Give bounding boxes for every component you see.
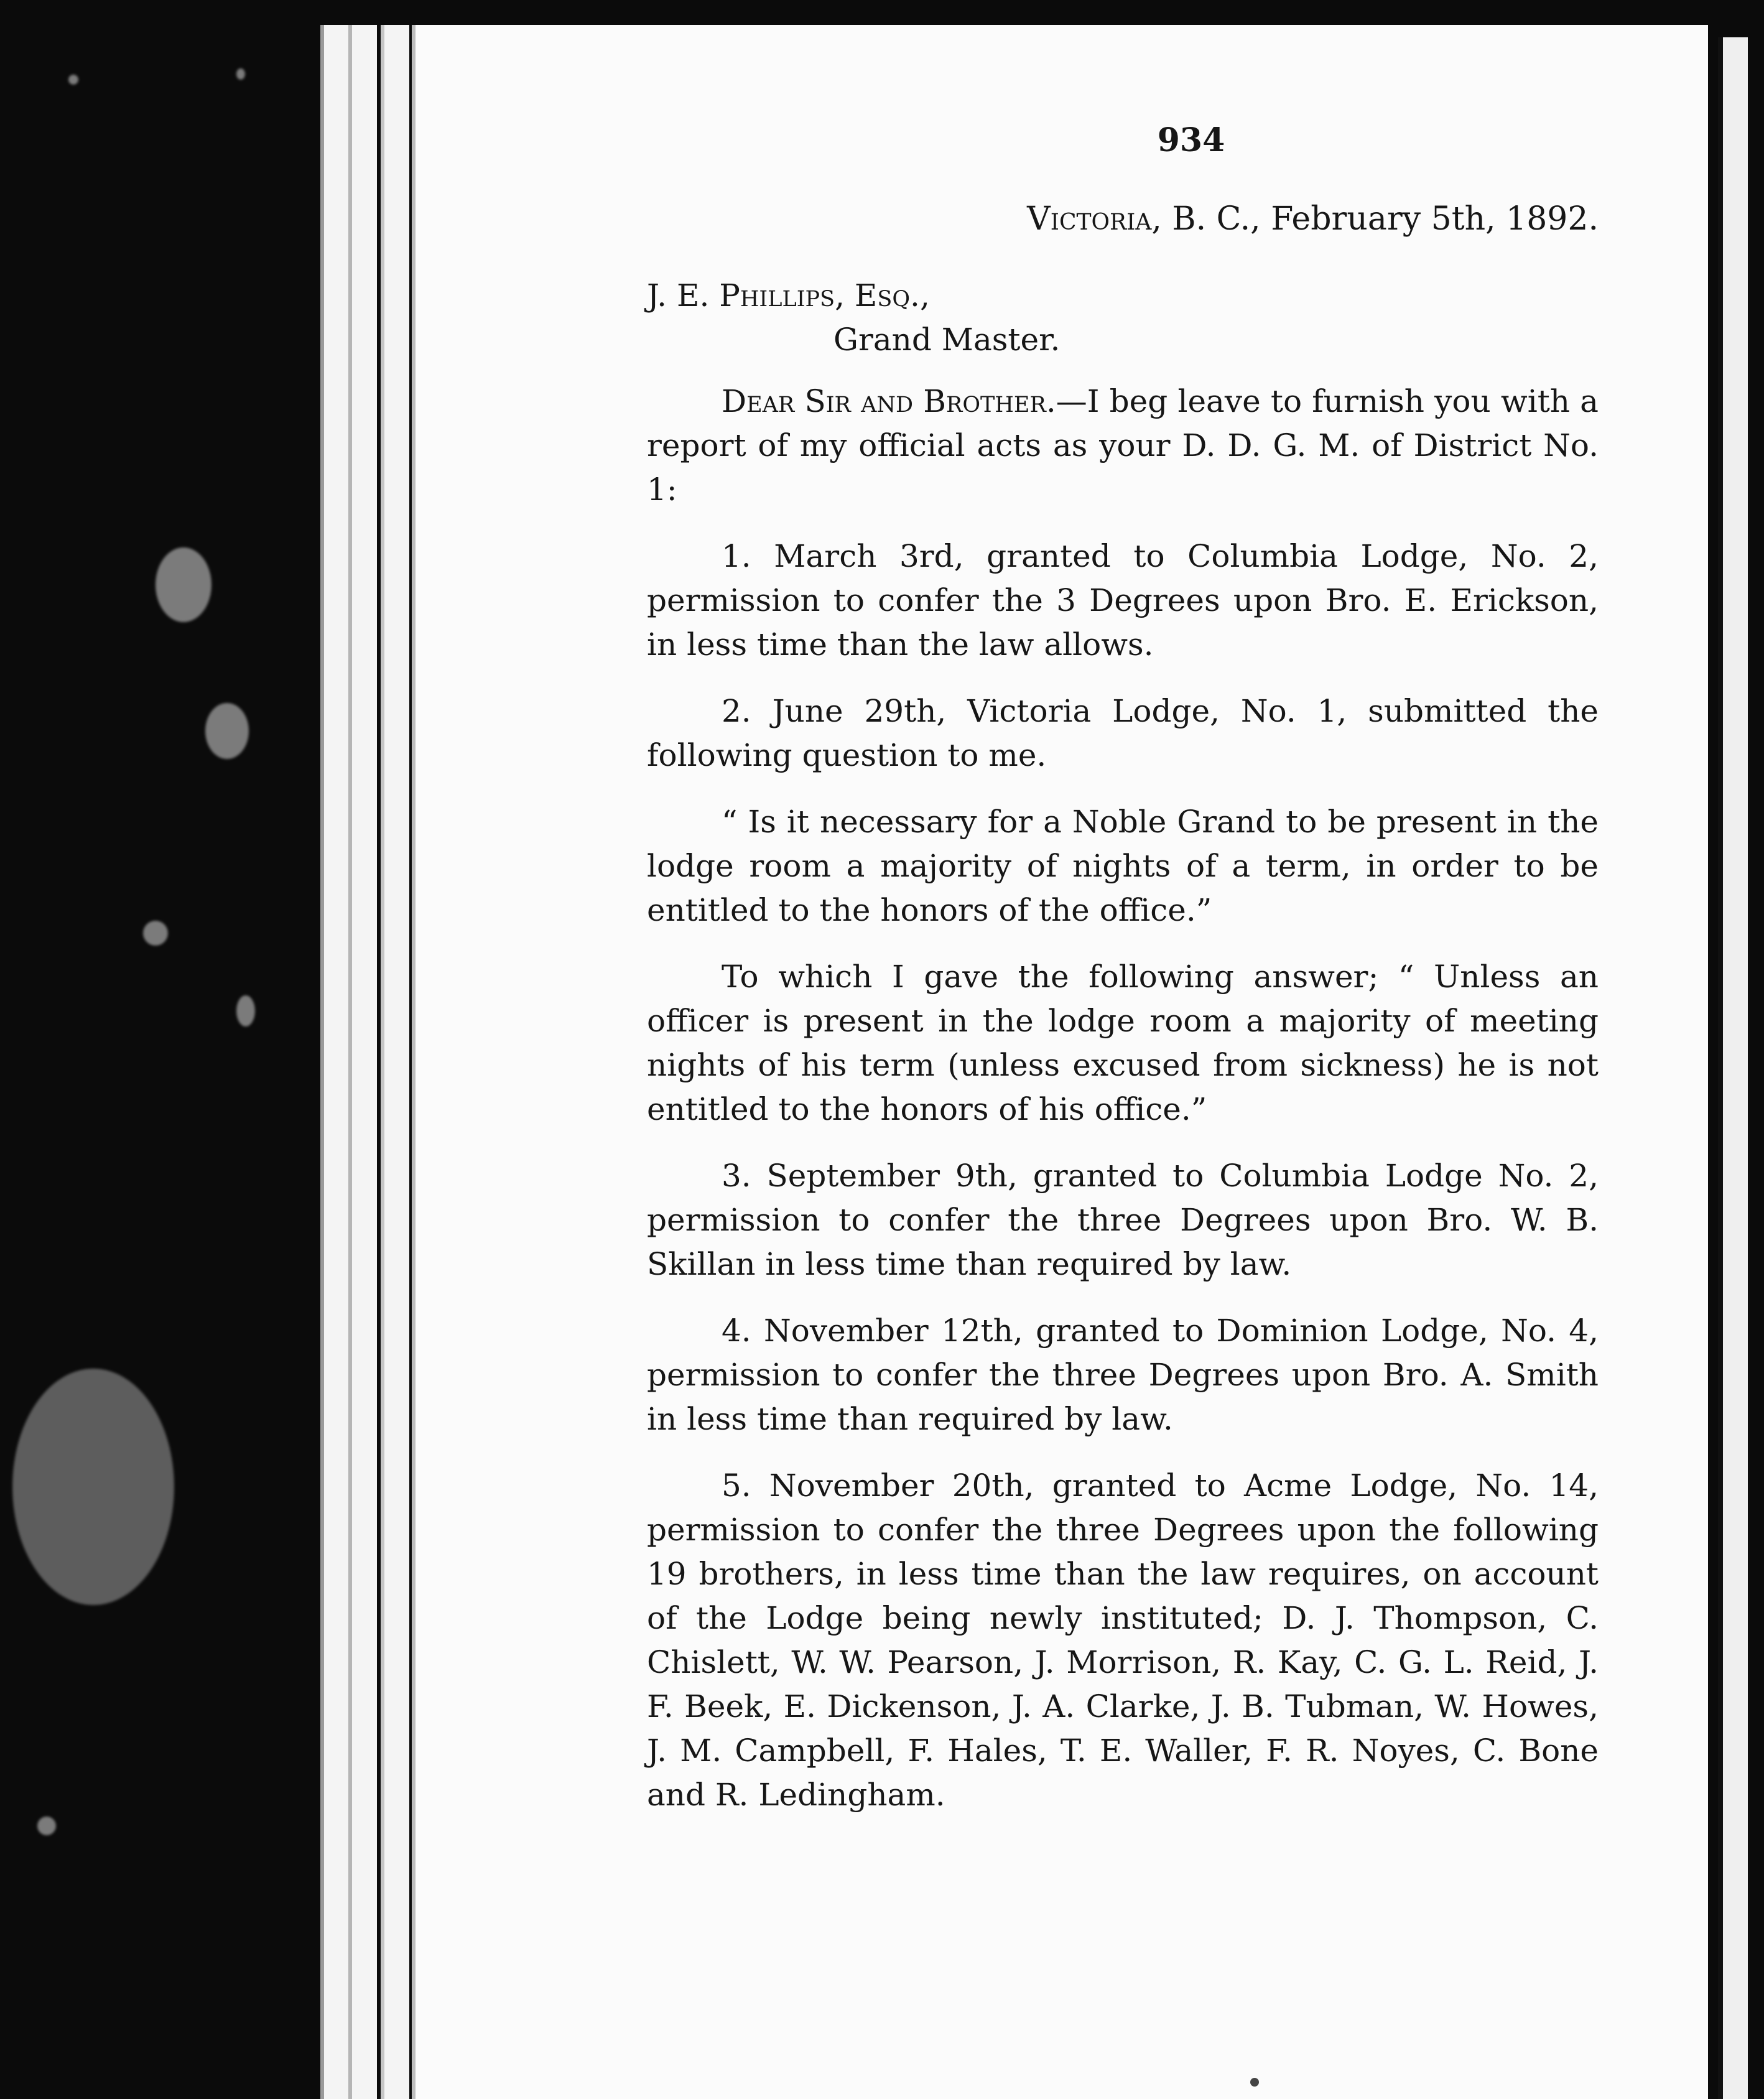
scan-speck <box>12 1369 174 1605</box>
addressee-sep: , <box>835 277 855 314</box>
scan-speck <box>68 75 78 85</box>
page-edge <box>381 25 409 2099</box>
scan-speck <box>143 921 168 946</box>
next-page-edge <box>1718 37 1748 2099</box>
paragraph-item-2: 2. June 29th, Victoria Lodge, No. 1, submitted the following question to me. <box>647 693 1599 773</box>
paragraph-item-1: 1. March 3rd, granted to Columbia Lodge, No. 2, permission to confer the 3 Degrees upon Bro. E. Erickson, in less time than the law allows. <box>647 538 1599 663</box>
paragraph-question: “ Is it necessary for a Noble Grand to be present in the lodge room a majority of nights of a term, in order to be entitled to the honors of the office.” <box>647 804 1599 928</box>
paragraph-item-4: 4. November 12th, granted to Dominion Lodge, No. 4, permission to confer the three Degrees upon Bro. A. Smith in less time than required by law. <box>647 1313 1599 1437</box>
paragraph-intro-text: —I beg leave to furnish you with a report of my official acts as your D. D. G. M. of District No. 1: <box>647 383 1599 508</box>
scan-speck <box>236 68 245 80</box>
addressee-line <box>647 274 1599 318</box>
page-edge <box>320 25 349 2099</box>
addressee-initials: J. E. <box>647 277 720 314</box>
dateline <box>647 197 1599 241</box>
document-text <box>647 118 1599 1840</box>
dateline-rest: , B. C., February 5th, 1892. <box>1151 200 1599 238</box>
scan-speck <box>236 995 255 1026</box>
scan-speck <box>156 547 211 622</box>
paragraph-answer: To which I gave the following answer; “ Unless an officer is present in the lodge room a majority of meeting nights of his term (unless excused from sickness) he is not entitled to the honors of his office.” <box>647 959 1599 1127</box>
scan-speck <box>205 703 249 759</box>
page-number: 934 <box>1157 121 1225 159</box>
scan-speck <box>37 1817 56 1835</box>
paragraph-item-5: 5. November 20th, granted to Acme Lodge, No. 14, permission to confer the three Degrees upon the following 19 brothers, in less time than the law requires, on account of the Lodge being newly instituted; D. J. Thompson, C. Chislett, W. W. Pearson, J. Morrison, R. Kay, C. G. L. Reid, J. F. Beek, E. Dickenson, J. A. Clarke, J. B. Tubman, W. Howes, J. M. Campbell, F. Hales, T. E. Waller, F. R. Noyes, C. Bone and R. Ledingham. <box>647 1468 1599 1813</box>
scan-mark <box>1250 2078 1259 2087</box>
page-edge <box>348 25 377 2099</box>
dateline-place: Victoria <box>1027 200 1152 238</box>
paragraph-item-3: 3. September 9th, granted to Columbia Lodge No. 2, permission to confer the three Degrees upon Bro. W. B. Skillan in less time than required by law. <box>647 1158 1599 1282</box>
paragraph-intro <box>647 379 1599 512</box>
salutation: Dear Sir and Brother. <box>722 383 1056 419</box>
addressee-suffix: Esq. <box>854 277 920 314</box>
addressee-name: Phillips <box>719 277 835 314</box>
addressee-trail: , <box>919 277 930 314</box>
addressee-title: Grand Master. <box>833 322 1061 358</box>
